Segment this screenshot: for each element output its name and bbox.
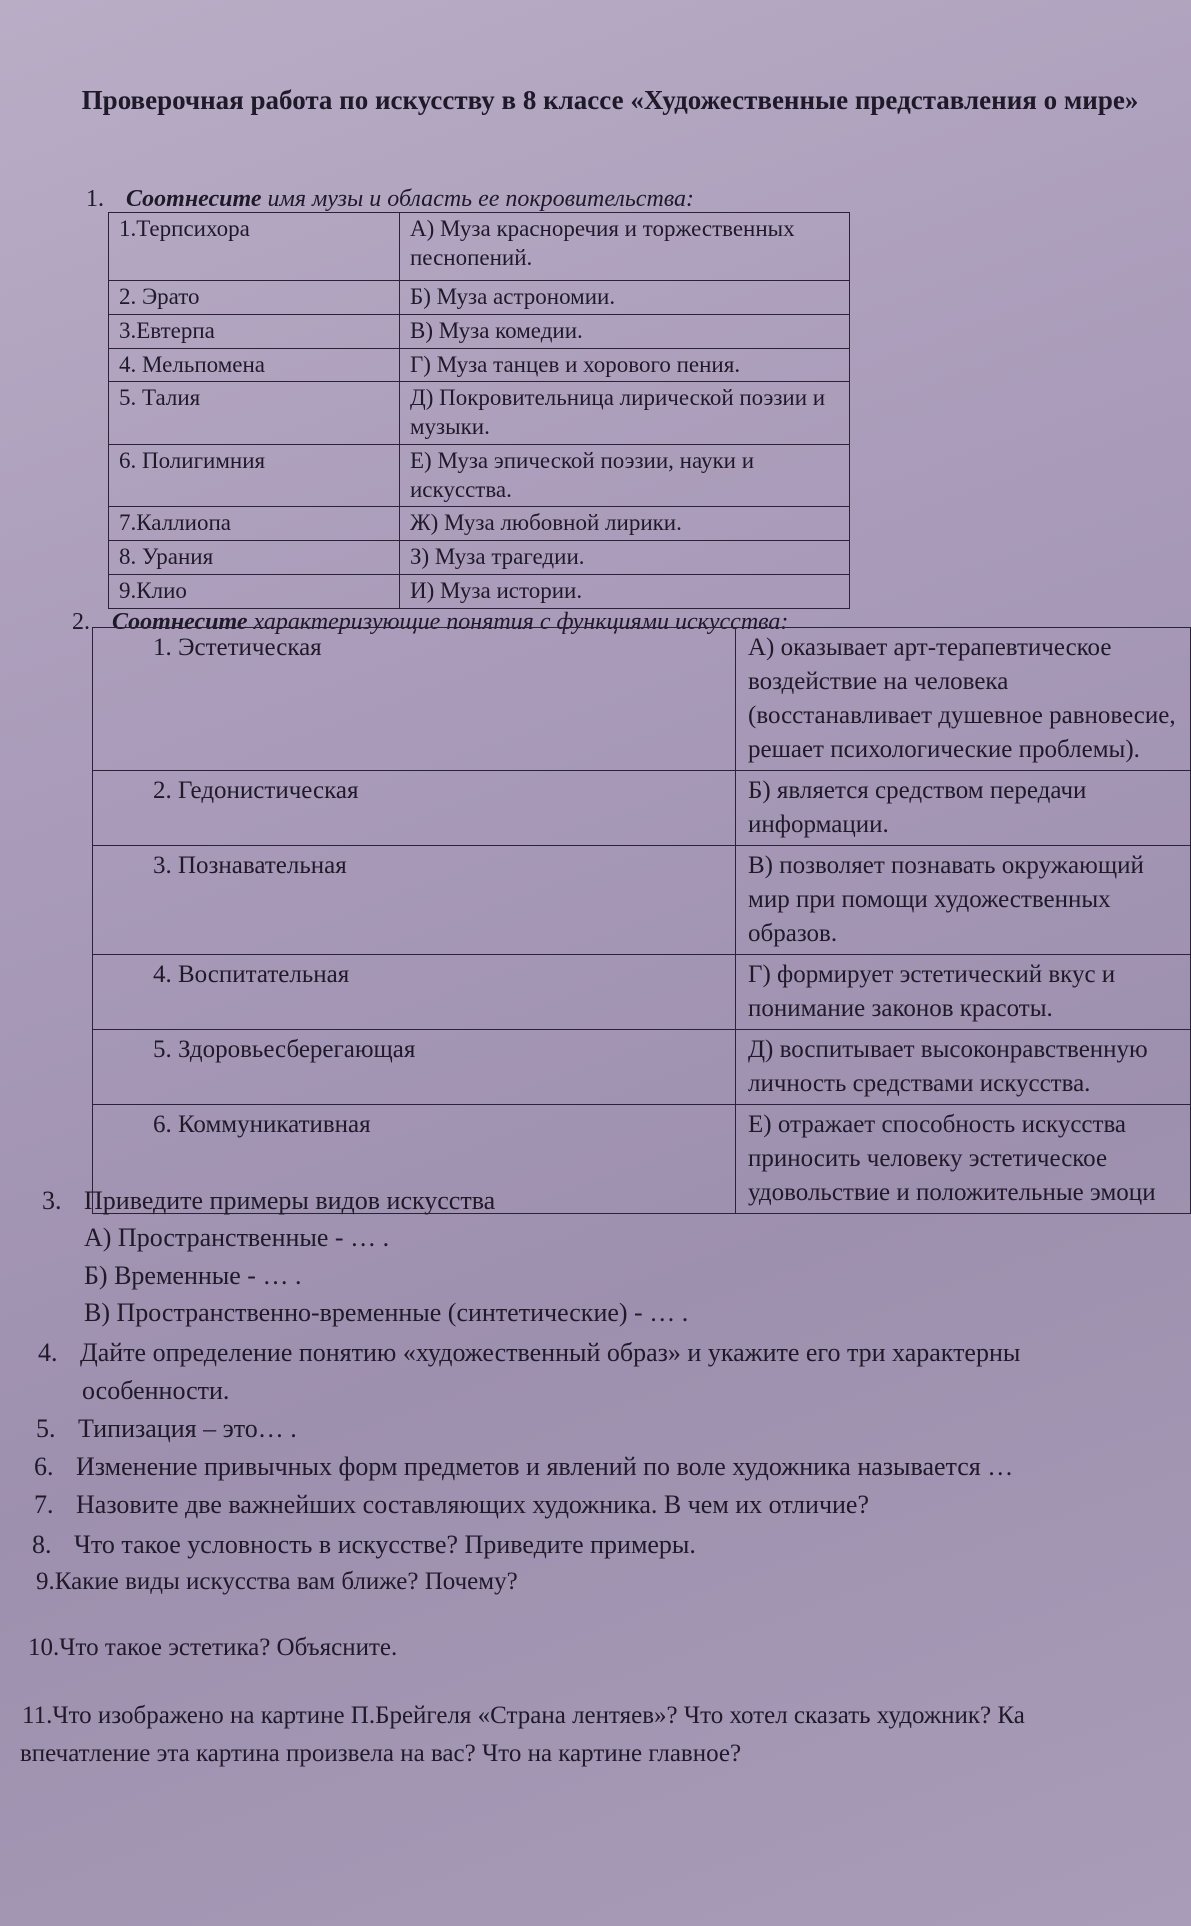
question-2-verb: Соотнесите (112, 609, 248, 635)
question-3-option-c: В) Пространственно-временные (синтетические) - … . (84, 1298, 689, 1327)
question-8 (32, 1530, 696, 1560)
muse-domain: Г) Муза танцев и хорового пения. (400, 348, 850, 382)
muse-name: 8. Урания (109, 541, 400, 575)
table-row (109, 444, 850, 507)
question-11: 11.Что изображено на картине П.Брейгеля «Страна лентяев»? Что хотел сказать художник? Ка (22, 1702, 1025, 1729)
function-name: 5. Здоровьесберегающая (93, 1030, 736, 1105)
muse-name: 4. Мельпомена (109, 348, 400, 382)
table-row (109, 348, 850, 382)
question-4-number: 4. (38, 1338, 58, 1367)
table-row (109, 281, 850, 315)
question-3 (42, 1186, 495, 1216)
muse-domain: И) Муза истории. (400, 574, 850, 608)
question-2-text: характеризующие понятия с функциями искусства: (247, 609, 789, 635)
question-8-text: Что такое условность в искусстве? Приведите примеры. (74, 1530, 696, 1559)
function-name: 6. Коммуникативная (93, 1105, 736, 1214)
muse-domain: З) Муза трагедии. (400, 541, 850, 575)
table-row (109, 541, 850, 575)
question-2-number: 2. (72, 609, 90, 635)
muse-name: 2. Эрато (109, 281, 400, 315)
muse-name: 3.Евтерпа (109, 314, 400, 348)
table-row (93, 1030, 1191, 1105)
question-7-text: Назовите две важнейших составляющих художника. В чем их отличие? (76, 1490, 870, 1519)
page-title: Проверочная работа по искусству в 8 классе «Художественные представления о мире» (81, 85, 1139, 115)
table-row (109, 382, 850, 445)
question-6 (34, 1452, 1013, 1482)
question-7-number: 7. (34, 1490, 54, 1519)
function-description: Е) отражает способность искусства приносить человеку эстетическое удовольствие и положительные эмоци (736, 1105, 1191, 1214)
table-row (93, 955, 1191, 1030)
muses-table (108, 212, 850, 609)
muse-name: 7.Каллиопа (109, 507, 400, 541)
art-functions-table (92, 627, 1191, 1214)
table-row (93, 771, 1191, 846)
function-description: Б) является средством передачи информации. (736, 771, 1191, 846)
question-3-option-a: А) Пространственные - … . (84, 1223, 390, 1252)
question-4-text: Дайте определение понятию «художественный образ» и укажите его три характерны (80, 1338, 1021, 1367)
question-5-number: 5. (36, 1414, 56, 1443)
function-description: Д) воспитывает высоконравственную личность средствами искусства. (736, 1030, 1191, 1105)
question-1-number: 1. (86, 186, 104, 212)
question-3-number: 3. (42, 1186, 62, 1215)
table-row (109, 507, 850, 541)
muse-domain: В) Муза комедии. (400, 314, 850, 348)
function-description: А) оказывает арт-терапевтическое воздействие на человека (восстанавливает душевное равновесие, решает психологические проблемы). (736, 628, 1191, 771)
function-name: 4. Воспитательная (93, 955, 736, 1030)
muse-domain: А) Муза красноречия и торжественных песнопений. (400, 213, 850, 281)
question-11-continuation: впечатление эта картина произвела на вас? Что на картине главное? (20, 1740, 742, 1767)
table-row (93, 846, 1191, 955)
question-4-continuation: особенности. (82, 1376, 230, 1405)
muse-name: 9.Клио (109, 574, 400, 608)
table-row (109, 213, 850, 281)
question-1-text: имя музы и область ее покровительства: (261, 186, 695, 212)
question-5 (36, 1414, 297, 1444)
function-name: 1. Эстетическая (93, 628, 736, 771)
function-name: 3. Познавательная (93, 846, 736, 955)
muse-domain: Д) Покровительница лирической поэзии и музыки. (400, 382, 850, 445)
question-3-text: Приведите примеры видов искусства (84, 1186, 496, 1215)
muse-domain: Е) Муза эпической поэзии, науки и искусства. (400, 444, 850, 507)
muse-domain: Ж) Муза любовной лирики. (400, 507, 850, 541)
question-6-text: Изменение привычных форм предметов и явлений по воле художника называется … (76, 1452, 1014, 1481)
question-8-number: 8. (32, 1530, 52, 1559)
table-row (93, 628, 1191, 771)
question-4 (38, 1338, 1020, 1368)
question-3-option-b: Б) Временные - … . (84, 1261, 302, 1290)
question-10: 10.Что такое эстетика? Объясните. (28, 1634, 398, 1661)
question-7 (34, 1490, 869, 1520)
function-description: Г) формирует эстетический вкус и понимание законов красоты. (736, 955, 1191, 1030)
question-1-verb: Соотнесите (126, 186, 262, 212)
muse-name: 5. Талия (109, 382, 400, 445)
muse-name: 1.Терпсихора (109, 213, 400, 281)
question-6-number: 6. (34, 1452, 54, 1481)
table-row (109, 574, 850, 608)
muse-name: 6. Полигимния (109, 444, 400, 507)
question-1-heading (86, 186, 694, 213)
question-9: 9.Какие виды искусства вам ближе? Почему? (36, 1568, 518, 1595)
function-name: 2. Гедонистическая (93, 771, 736, 846)
question-5-text: Типизация – это… . (78, 1414, 297, 1443)
function-description: В) позволяет познавать окружающий мир при помощи художественных образов. (736, 846, 1191, 955)
muse-domain: Б) Муза астрономии. (400, 281, 850, 315)
table-row (109, 314, 850, 348)
